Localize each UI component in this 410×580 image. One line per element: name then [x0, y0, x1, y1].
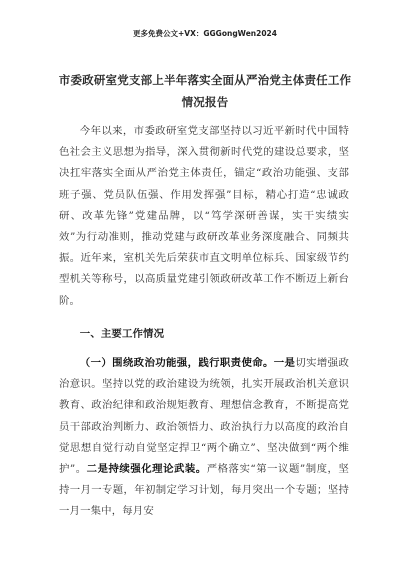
header-note: 更多免费公文+VX：GGGongWen2024	[132, 29, 277, 38]
first-marker: 一是	[273, 357, 296, 370]
title-line-1: 市委政研室党支部上半年落实全面从严治党主体责任工作	[58, 73, 352, 87]
paragraph-text-1: 切实增强政治意识。坚持以党的政治建设为统领，扎实开展政治机关意识教育、政治纪律和政治规矩教育、理想信念教育，不断提高党员干部政治判断力、政治领悟力、政治执行力以高度的政治自觉思想自觉行动自觉坚定捍卫“两个确立”、坚决做到“两个维护”。	[59, 357, 349, 476]
subsection-lead: （一）围绕政治功能强，践行职责使命。	[79, 357, 274, 370]
document-body	[59, 121, 349, 523]
section-paragraph	[59, 353, 349, 523]
document-title	[40, 69, 370, 113]
second-title: 持续强化理论武装。	[108, 463, 207, 476]
intro-paragraph: 今年以来，市委政研室党支部坚持以习近平新时代中国特色社会主义思想为指导，深入贯彻新时代党的建设总要求，坚决扛牢落实全面从严治党主体责任，锚定“政治功能强、支部班子强、党员队伍强、作用发挥强”目标，精心打造“忠诚政研、改革先锋”党建品牌，以“笃学深研善谋，实干实绩实效”为行动准则，推动党建与政研改革业务深度融合、同频共振。近年来，室机关先后荣获市直文明单位标兵、国家级节约型机关等称号，以高质量党建引领政研改革工作不断迈上新台阶。	[59, 125, 349, 307]
second-marker: 二是	[86, 463, 109, 476]
section-heading: 一、主要工作情况	[79, 327, 165, 340]
paragraph-text-2: 严格落实“第一议题”制度，坚持一月一专题，年初制定学习计划，每月突出一个专题；坚持一月一集中，每月安	[59, 463, 349, 518]
title-line-2: 情况报告	[181, 95, 229, 109]
